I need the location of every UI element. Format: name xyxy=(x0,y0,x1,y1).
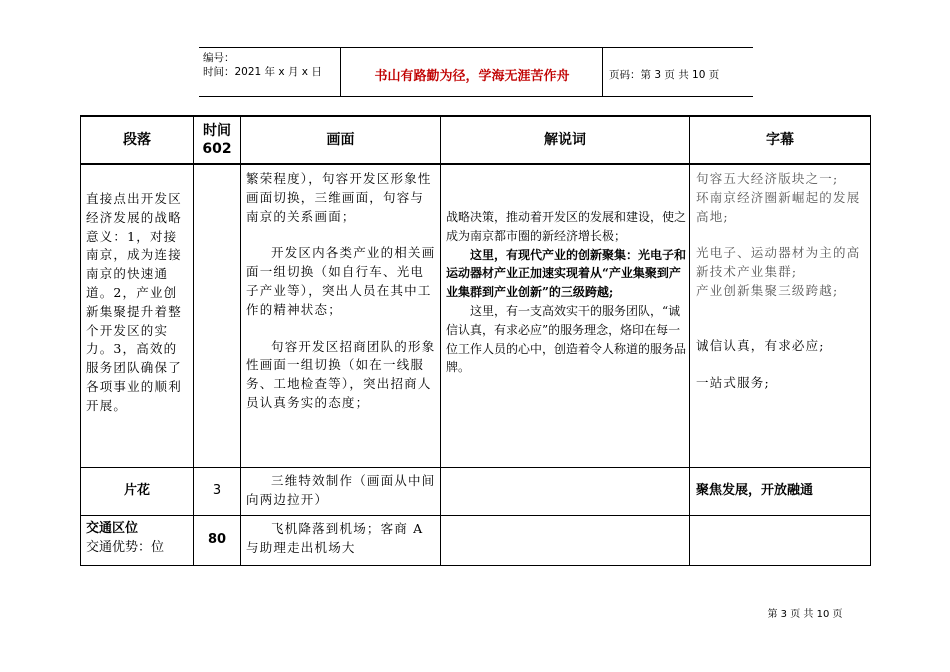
header-page-info: 页码：第 3 页 共 10 页 xyxy=(609,69,720,81)
date-line: 时间：2021 年 x 月 x 日 xyxy=(203,66,322,78)
table-border xyxy=(240,115,241,566)
page-footer: 第 3 页 共 10 页 xyxy=(767,609,843,620)
time-title: 时间 xyxy=(203,123,231,139)
table-border xyxy=(80,565,871,566)
narration-paragraph: 战略决策，推动着开发区的发展和建设，使之成为南京都市圈的新经济增长极； xyxy=(446,210,687,243)
motto: 书山有路勤为径，学海无涯苦作舟 xyxy=(374,69,570,84)
subtitle-line: 环南京经济圈新崛起的发展高地; xyxy=(696,189,861,224)
time-total: 602 xyxy=(202,141,232,157)
column-header-picture: 画面 xyxy=(326,132,355,148)
column-header-segment: 段落 xyxy=(123,132,151,148)
table-border xyxy=(870,115,871,566)
table-border xyxy=(80,515,871,516)
segment-text: 交通优势：位 xyxy=(86,539,165,555)
picture-description: 飞机降落到机场；客商 A 与助理走出机场大 xyxy=(246,521,424,555)
narration-paragraph: 这里，有一支高效实干的服务团队，“诚信认真，有求必应”的服务理念，烙印在每一位工作人员的心中，创造着令人称道的服务品牌。 xyxy=(446,303,687,375)
picture-paragraph: 繁荣程度），句容开发区形象性画面切换，三维画面，句容与南京的关系画面； xyxy=(246,171,432,224)
segment-title: 交通区位 xyxy=(86,521,139,536)
picture-description xyxy=(246,170,436,413)
narration-text xyxy=(446,208,686,377)
subtitle-line: 产业创新集聚三级跨越; xyxy=(696,282,839,298)
table-border xyxy=(689,115,690,566)
serial-label: 编号： xyxy=(203,52,235,64)
narration-paragraph-bold: 这里，有现代产业的创新聚集：光电子和运动器材产业正加速实现着从“产业集聚到产业集群到产业创新”的三级跨越; xyxy=(446,247,687,300)
subtitle-line: 诚信认真，有求必应; xyxy=(696,337,825,353)
picture-paragraph: 句容开发区招商团队的形象性画面一组切换（如在一线服务、工地检查等），突出招商人员认真务实的态度； xyxy=(246,338,436,410)
segment-description xyxy=(86,520,191,558)
picture-paragraph: 开发区内各类产业的相关画面一组切换（如自行车、光电子产业等），突出人员在其中工作的精神状态； xyxy=(246,245,436,317)
column-header-narration: 解说词 xyxy=(544,132,586,148)
picture-description: 三维特效制作（画面从中间向两边拉开） xyxy=(246,473,436,507)
table-border xyxy=(80,115,871,117)
subtitle-text xyxy=(696,170,868,392)
table-border xyxy=(440,115,441,566)
column-header-subtitle: 字幕 xyxy=(766,132,794,148)
segment-label: 片花 xyxy=(123,483,150,498)
table-border xyxy=(80,163,871,165)
segment-description: 直接点出开发区经济发展的战略意义：1，对接南京，成为连接南京的快速通道。2，产业创新集聚提升着整个开发区的实力。3，高效的服务团队确保了各项事业的顺利开展。 xyxy=(86,191,182,413)
subtitle-line: 一站式服务; xyxy=(696,374,770,390)
subtitle-line: 句容五大经济版块之一; xyxy=(696,171,839,186)
table-border xyxy=(80,467,871,468)
subtitle-line: 光电子、运动器材为主的高新技术产业集群; xyxy=(696,245,861,280)
time-value: 80 xyxy=(207,532,227,547)
time-value: 3 xyxy=(212,483,222,498)
subtitle-text: 聚焦发展，开放融通 xyxy=(696,483,814,498)
column-header-time xyxy=(194,122,240,158)
